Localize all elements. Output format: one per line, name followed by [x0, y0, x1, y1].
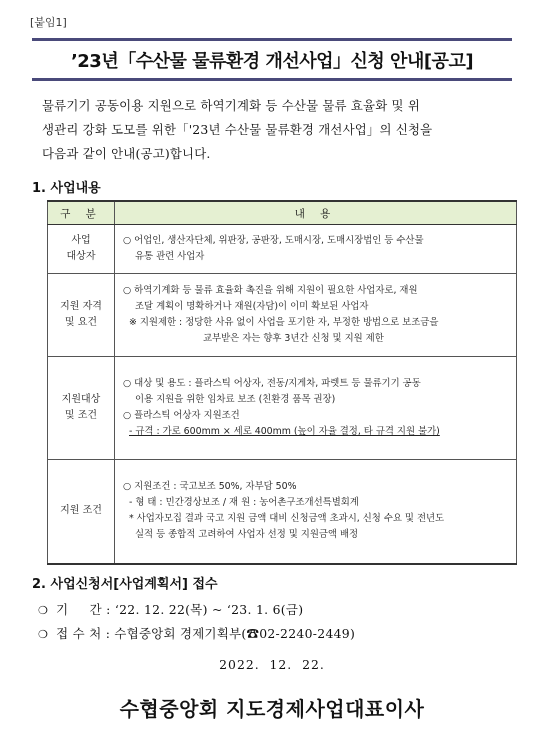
table-row [48, 225, 517, 274]
row-content [115, 225, 517, 274]
title-bottom-rule [32, 78, 512, 81]
category-line: 대상자 [66, 251, 96, 262]
issuer-signature: 수협중앙회 지도경제사업대표이사 [119, 697, 425, 721]
intro-line: 다음과 같이 안내(공고)합니다. [42, 146, 211, 161]
category-line: 사업 [71, 235, 91, 246]
table-header-row [48, 201, 517, 225]
content-line: ○ 대상 및 용도 : 플라스틱 어상자, 전동/지게차, 파렛트 등 물류기기 공동 [123, 378, 421, 389]
row-category [48, 357, 115, 460]
content-line: ○ 지원조건 : 국고보조 50%, 자부담 50% [123, 481, 297, 493]
section-heading-business: 1. 사업내용 [32, 181, 101, 196]
content-line: - 형 태 : 민간경상보조 / 재 원 : 농어촌구조개선특별회계 [129, 497, 359, 509]
header-content: 내 용 [115, 201, 517, 225]
page-title: ’23년「수산물 물류환경 개선사업」신청 안내[공고] [70, 51, 474, 72]
row-content [115, 460, 517, 564]
intro-paragraph [42, 94, 514, 166]
contact-value: : 수협중앙회 경제기획부(☎02-2240-2449) [105, 626, 356, 641]
table-row [48, 274, 517, 357]
content-line: ※ 지원제한 : 정당한 사유 없이 사업을 포기한 자, 부정한 방법으로 보조금을 [129, 317, 439, 328]
section-heading-application: 2. 사업신청서[사업계획서] 접수 [32, 577, 218, 592]
category-line: 지원대상 [61, 394, 101, 405]
period-value: : ‘22. 12. 22(목) ~ ‘23. 1. 6(금) [106, 602, 304, 617]
contact-label: 접 수 처 [56, 626, 102, 641]
content-line: 실적 등 종합적 고려하여 사업자 선정 및 지원금액 배정 [135, 529, 359, 541]
content-line: 유통 관련 사업자 [135, 251, 205, 262]
business-content-table [47, 200, 517, 565]
intro-line: 생관리 강화 도모를 위한「'23년 수산물 물류환경 개선사업」의 신청을 [42, 122, 433, 137]
circle-bullet-icon: ❍ [38, 604, 49, 617]
intro-line: 물류기기 공동이용 지원으로 하역기계화 등 수산물 물류 효율화 및 위 [42, 98, 420, 113]
category-line: 및 요건 [64, 317, 98, 328]
circle-bullet-icon: ❍ [38, 628, 49, 641]
row-category [48, 274, 115, 357]
table-row [48, 357, 517, 460]
row-category [48, 225, 115, 274]
category-line: 및 조건 [64, 410, 98, 421]
attachment-tag: [붙임1] [30, 16, 67, 29]
row-category [48, 460, 115, 564]
category-line: 지원 자격 [60, 301, 102, 312]
content-line: ○ 플라스틱 어상자 지원조건 [123, 410, 240, 421]
content-line: ○ 하역기계화 등 물류 효율화 촉진을 위해 지원이 필요한 사업자로, 재원 [123, 285, 418, 296]
row-content [115, 357, 517, 460]
application-contact [38, 624, 355, 642]
period-label: 기 간 [56, 602, 102, 617]
row-content [115, 274, 517, 357]
table-row [48, 460, 517, 564]
category-line: 지원 조건 [60, 505, 102, 517]
content-line: - 규격 : 가로 600mm × 세로 400mm (높이 자율 결정, 타 규격 지원 불가) [129, 426, 440, 437]
title-top-rule [32, 38, 512, 41]
content-line: ○ 어업인, 생산자단체, 위판장, 공판장, 도매시장, 도매시장법인 등 수산물 [123, 235, 424, 246]
content-line: * 사업자모집 결과 국고 지원 금액 대비 신청금액 초과시, 신청 수요 및 전년도 [129, 513, 445, 525]
header-category: 구 분 [48, 201, 115, 225]
content-line: 조달 계획이 명확하거나 재원(자담)이 이미 확보된 사업자 [135, 301, 369, 312]
content-line: 교부받은 자는 향후 3년간 신청 및 지원 제한 [203, 333, 384, 344]
content-line: 이용 지원을 위한 임차료 보조 (친환경 품목 권장) [135, 394, 336, 405]
announcement-date: 2022. 12. 22. [219, 657, 325, 672]
application-period [38, 600, 303, 618]
